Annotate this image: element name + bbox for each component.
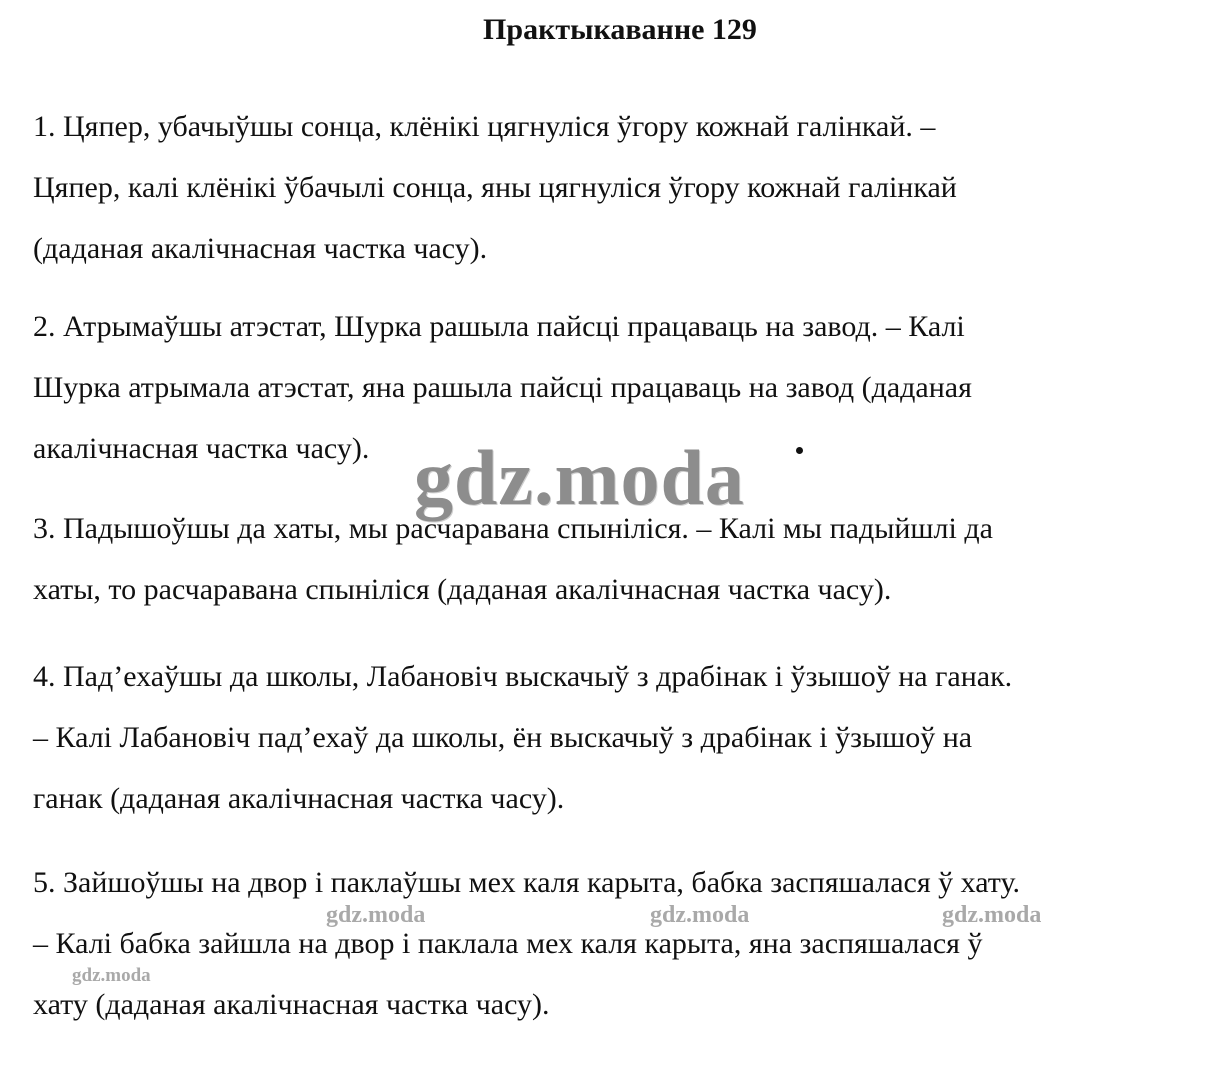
text-line: (даданая акалічнасная частка часу).	[33, 232, 488, 265]
text-line: – Калі Лабановіч пад’ехаў да школы, ён выскачыў з драбінак і ўзышоў на	[33, 721, 973, 754]
exercise-title: Практыкаванне 129	[483, 13, 757, 46]
text-line: Цяпер, калі клёнікі ўбачылі сонца, яны цягнуліся ўгору кожнай галінкай	[33, 171, 957, 204]
watermark-main: gdz.moda	[414, 434, 745, 521]
text-line: ганак (даданая акалічнасная частка часу).	[33, 782, 565, 815]
text-line: 5. Зайшоўшы на двор і паклаўшы мех каля карыта, бабка заспяшалася ў хату.	[33, 866, 1020, 899]
watermark-small: gdz.moda	[942, 902, 1042, 928]
answer-paragraph-4	[33, 646, 1203, 829]
text-line: хаты, то расчаравана спыніліся (даданая акалічнасная частка часу).	[33, 573, 892, 606]
text-line: 2. Атрымаўшы атэстат, Шурка рашыла пайсці працаваць на завод. – Калі	[33, 310, 965, 343]
answer-paragraph-1	[33, 96, 1203, 279]
answer-paragraph-3	[33, 498, 1203, 620]
text-line: Шурка атрымала атэстат, яна рашыла пайсці працаваць на завод (даданая	[33, 371, 972, 404]
text-line: 3. Падышоўшы да хаты, мы расчаравана спыніліся. – Калі мы падыйшлі да	[33, 512, 993, 545]
text-line: акалічнасная частка часу).	[33, 432, 370, 465]
answer-paragraph-2	[33, 296, 1203, 479]
watermark-small: gdz.moda	[650, 902, 750, 928]
text-line: – Калі бабка зайшла на двор і паклала мех каля карыта, яна заспяшалася ў	[33, 927, 983, 960]
stray-dot	[796, 447, 803, 454]
text-line: хату (даданая акалічнасная частка часу).	[33, 988, 550, 1021]
watermark-small: gdz.moda	[72, 965, 151, 986]
text-line: 4. Пад’ехаўшы да школы, Лабановіч выскачыў з драбінак і ўзышоў на ганак.	[33, 660, 1013, 693]
text-line: 1. Цяпер, убачыўшы сонца, клёнікі цягнуліся ўгору кожнай галінкай. –	[33, 110, 936, 143]
answer-paragraph-5	[33, 852, 1203, 1035]
watermark-small: gdz.moda	[326, 902, 426, 928]
